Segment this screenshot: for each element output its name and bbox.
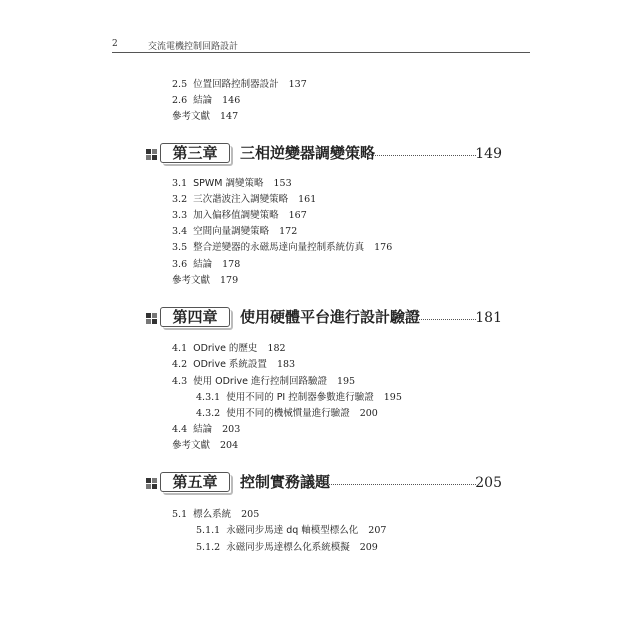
toc-entry-3-3[interactable] bbox=[172, 207, 307, 221]
toc-entry-3-6[interactable] bbox=[172, 256, 240, 270]
section-number: 4.2 bbox=[172, 359, 188, 370]
section-title: 參考文獻 bbox=[172, 440, 211, 451]
chapter-title: 控制實務議題 bbox=[240, 473, 331, 491]
chapter-heading-5[interactable] bbox=[146, 472, 502, 496]
toc-entry-4-2[interactable] bbox=[172, 356, 295, 370]
toc-entry-5-1-1[interactable] bbox=[196, 522, 386, 536]
leader-dots bbox=[398, 319, 476, 320]
section-number: 3.5 bbox=[172, 242, 188, 253]
section-page: 167 bbox=[288, 210, 307, 221]
section-page: 200 bbox=[359, 408, 378, 419]
section-title: 使用 ODrive 進行控制回路驗證 bbox=[193, 376, 327, 387]
toc-entry-5-1-2[interactable] bbox=[196, 539, 378, 553]
toc-entry-3-4[interactable] bbox=[172, 223, 297, 237]
section-title: ODrive 系統設置 bbox=[193, 359, 267, 370]
toc-entry-references-4[interactable] bbox=[172, 437, 238, 451]
section-title: 加入偏移值調變策略 bbox=[193, 210, 279, 221]
section-page: 176 bbox=[374, 242, 393, 253]
section-title: 位置回路控制器設計 bbox=[193, 79, 279, 90]
section-page: 207 bbox=[368, 525, 387, 536]
toc-entry-4-3-2[interactable] bbox=[196, 405, 378, 419]
section-title: 結論 bbox=[193, 95, 213, 106]
section-page: 172 bbox=[279, 226, 298, 237]
section-page: 204 bbox=[220, 440, 239, 451]
section-title: 使用不同的 PI 控制器參數進行驗證 bbox=[226, 392, 374, 403]
toc-entry-3-5[interactable] bbox=[172, 239, 392, 253]
chapter-page: 181 bbox=[475, 310, 502, 326]
section-number: 5.1 bbox=[172, 509, 188, 520]
section-number: 4.3.1 bbox=[196, 392, 221, 403]
toc-entry-4-3[interactable] bbox=[172, 373, 355, 387]
section-number: 3.4 bbox=[172, 226, 188, 237]
section-number: 4.1 bbox=[172, 343, 188, 354]
section-title: 標么系統 bbox=[193, 509, 232, 520]
section-page: 137 bbox=[288, 79, 307, 90]
running-header bbox=[112, 38, 530, 53]
leader-dots bbox=[356, 155, 476, 156]
section-page: 147 bbox=[220, 111, 239, 122]
toc-entry-3-2[interactable] bbox=[172, 191, 316, 205]
chapter-label: 第四章 bbox=[160, 307, 230, 327]
chapter-bullet-icon bbox=[146, 311, 160, 327]
chapter-title: 三相逆變器調變策略 bbox=[240, 144, 376, 162]
section-number: 5.1.2 bbox=[196, 542, 221, 553]
section-title: 結論 bbox=[193, 424, 213, 435]
section-title: 三次諧波注入調變策略 bbox=[193, 194, 289, 205]
chapter-bullet-icon bbox=[146, 147, 160, 163]
section-page: 203 bbox=[222, 424, 241, 435]
section-number: 3.6 bbox=[172, 259, 188, 270]
leader-dots bbox=[316, 484, 476, 485]
chapter-label: 第五章 bbox=[160, 472, 230, 492]
section-title: 使用不同的機械慣量進行驗證 bbox=[226, 408, 350, 419]
section-title: SPWM 調變策略 bbox=[193, 178, 264, 189]
section-number: 3.2 bbox=[172, 194, 188, 205]
toc-entry-5-1[interactable] bbox=[172, 506, 259, 520]
section-title: 參考文獻 bbox=[172, 275, 211, 286]
section-title: 整合逆變器的永磁馬達向量控制系統仿真 bbox=[193, 242, 365, 253]
section-number: 3.1 bbox=[172, 178, 188, 189]
toc-entry-references-2[interactable] bbox=[172, 108, 238, 122]
section-page: 161 bbox=[298, 194, 317, 205]
chapter-heading-3[interactable] bbox=[146, 143, 502, 167]
section-number: 4.3 bbox=[172, 376, 188, 387]
chapter-label: 第三章 bbox=[160, 143, 230, 163]
section-number: 4.4 bbox=[172, 424, 188, 435]
section-number: 2.5 bbox=[172, 79, 188, 90]
toc-entry-4-4[interactable] bbox=[172, 421, 240, 435]
section-page: 183 bbox=[276, 359, 296, 370]
chapter-heading-4[interactable] bbox=[146, 307, 502, 331]
section-number: 2.6 bbox=[172, 95, 188, 106]
chapter-bullet-icon bbox=[146, 476, 160, 492]
section-page: 153 bbox=[273, 178, 292, 189]
chapter-page: 205 bbox=[475, 475, 502, 491]
section-title: ODrive 的歷史 bbox=[193, 343, 258, 354]
section-title: 參考文獻 bbox=[172, 111, 211, 122]
section-number: 4.3.2 bbox=[196, 408, 221, 419]
section-page: 182 bbox=[267, 343, 286, 354]
section-page: 195 bbox=[336, 376, 356, 387]
section-page: 179 bbox=[220, 275, 239, 286]
section-number: 5.1.1 bbox=[196, 525, 221, 536]
section-title: 永磁同步馬達標么化系統模擬 bbox=[226, 542, 350, 553]
section-number: 3.3 bbox=[172, 210, 188, 221]
chapter-title: 使用硬體平台進行設計驗證 bbox=[240, 308, 421, 326]
section-page: 209 bbox=[359, 542, 378, 553]
section-title: 結論 bbox=[193, 259, 213, 270]
section-title: 空間向量調變策略 bbox=[193, 226, 270, 237]
page-number: 2 bbox=[112, 39, 118, 49]
section-title: 永磁同步馬達 dq 軸模型標么化 bbox=[226, 525, 359, 536]
section-page: 146 bbox=[222, 95, 241, 106]
chapter-page: 149 bbox=[475, 146, 502, 162]
toc-entry-4-3-1[interactable] bbox=[196, 389, 402, 403]
toc-entry-3-1[interactable] bbox=[172, 175, 292, 189]
toc-entry-references-3[interactable] bbox=[172, 272, 238, 286]
toc-entry-2-5[interactable] bbox=[172, 76, 307, 90]
toc-entry-2-6[interactable] bbox=[172, 92, 240, 106]
section-page: 195 bbox=[383, 392, 402, 403]
toc-entry-4-1[interactable] bbox=[172, 340, 286, 354]
section-page: 205 bbox=[241, 509, 260, 520]
section-page: 178 bbox=[222, 259, 241, 270]
book-title: 交流電機控制回路設計 bbox=[148, 42, 239, 52]
